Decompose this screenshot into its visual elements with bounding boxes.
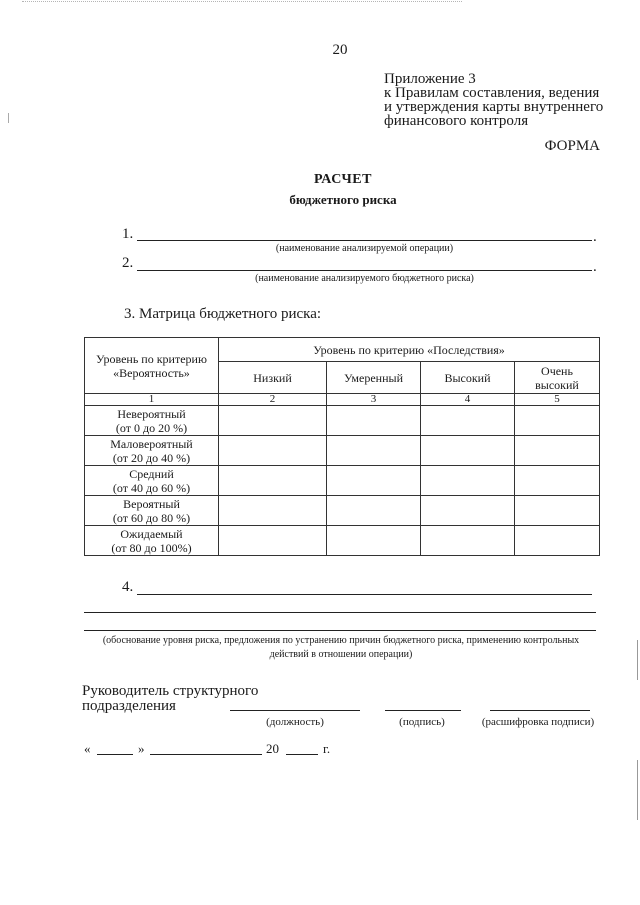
document-subtitle: бюджетного риска xyxy=(289,192,397,207)
likelihood-cell xyxy=(85,496,219,526)
date-day-line[interactable] xyxy=(97,754,133,755)
scan-edge-mark xyxy=(637,760,638,820)
matrix-cell[interactable] xyxy=(219,526,327,556)
risk-matrix-table xyxy=(84,337,600,556)
date-year-suffix: г. xyxy=(323,741,331,756)
date-close-quote: » xyxy=(138,741,145,756)
table-row xyxy=(85,406,600,436)
likelihood-name: Вероятный xyxy=(123,496,180,511)
scan-artifact-tick xyxy=(8,113,9,123)
matrix-cell[interactable] xyxy=(515,436,600,466)
item-1-fill-line[interactable] xyxy=(137,240,592,241)
scan-edge-mark xyxy=(637,640,638,680)
item-1-number: 1. xyxy=(122,226,134,242)
signature-caption: (подпись) xyxy=(399,716,445,728)
justification-line: действий в отношении операции) xyxy=(269,649,413,660)
item-1-caption: (наименование анализируемой операции) xyxy=(275,243,454,254)
date-year-line[interactable] xyxy=(286,754,318,755)
matrix-cell[interactable] xyxy=(421,436,515,466)
likelihood-cell xyxy=(85,526,219,556)
appendix-line: Приложение 3 xyxy=(384,71,476,87)
matrix-cell[interactable] xyxy=(327,466,421,496)
item-2-caption: (наименование анализируемого бюджетного риска) xyxy=(255,273,474,284)
matrix-cell[interactable] xyxy=(219,406,327,436)
signature-head-line: Руководитель структурного xyxy=(82,683,259,699)
matrix-cell[interactable] xyxy=(515,526,600,556)
col-group-header: Уровень по критерию «Последствия» xyxy=(219,338,600,362)
col-number: 3 xyxy=(327,394,421,406)
col-header-low: Низкий xyxy=(219,362,327,394)
date-month-line[interactable] xyxy=(150,754,262,755)
row-header-line: «Вероятность» xyxy=(113,365,190,380)
table-row xyxy=(85,496,600,526)
likelihood-cell xyxy=(85,466,219,496)
matrix-cell[interactable] xyxy=(327,406,421,436)
matrix-cell[interactable] xyxy=(421,466,515,496)
likelihood-name: Маловероятный xyxy=(110,436,193,451)
appendix-line: и утверждения карты внутреннего xyxy=(384,99,604,115)
item-1-period: . xyxy=(593,229,597,245)
matrix-cell[interactable] xyxy=(219,466,327,496)
signature-head-line: подразделения xyxy=(82,698,176,714)
matrix-cell[interactable] xyxy=(515,466,600,496)
likelihood-range: (от 20 до 40 %) xyxy=(112,450,191,465)
position-fill-line[interactable] xyxy=(230,710,360,711)
matrix-cell[interactable] xyxy=(421,406,515,436)
matrix-cell[interactable] xyxy=(219,496,327,526)
table-row xyxy=(85,526,600,556)
likelihood-name: Средний xyxy=(129,466,174,481)
col-number: 1 xyxy=(85,394,219,406)
form-label: ФОРМА xyxy=(544,138,600,154)
item-2-number: 2. xyxy=(122,255,134,271)
matrix-cell[interactable] xyxy=(219,436,327,466)
col-number: 2 xyxy=(219,394,327,406)
likelihood-cell xyxy=(85,436,219,466)
col-number: 5 xyxy=(515,394,600,406)
item-4-fill-line-2[interactable] xyxy=(84,612,596,613)
likelihood-range: (от 60 до 80 %) xyxy=(112,510,191,525)
appendix-line: финансового контроля xyxy=(384,113,529,129)
matrix-heading: 3. Матрица бюджетного риска: xyxy=(124,306,322,322)
matrix-cell[interactable] xyxy=(515,496,600,526)
item-2-period: . xyxy=(593,259,597,275)
document-title: РАСЧЕТ xyxy=(314,172,372,187)
table-row xyxy=(85,466,600,496)
likelihood-range: (от 0 до 20 %) xyxy=(115,420,188,435)
matrix-cell[interactable] xyxy=(327,526,421,556)
position-caption: (должность) xyxy=(266,716,324,728)
likelihood-range: (от 80 до 100%) xyxy=(111,540,192,555)
justification-line: (обоснование уровня риска, предложения по устранению причин бюджетного риска, применению контрольных xyxy=(102,635,580,646)
matrix-cell[interactable] xyxy=(515,406,600,436)
appendix-header xyxy=(384,72,603,128)
item-4-justification xyxy=(78,634,604,662)
matrix-cell[interactable] xyxy=(421,496,515,526)
matrix-cell[interactable] xyxy=(421,526,515,556)
page-number: 20 xyxy=(332,42,348,58)
signature-fill-line[interactable] xyxy=(385,710,461,711)
decoding-fill-line[interactable] xyxy=(490,710,590,711)
item-2-fill-line[interactable] xyxy=(137,270,592,271)
item-4-fill-line-3[interactable] xyxy=(84,630,596,631)
row-header-cell xyxy=(85,338,219,394)
scan-artifact-line xyxy=(22,1,462,2)
matrix-cell[interactable] xyxy=(327,496,421,526)
decoding-caption: (расшифровка подписи) xyxy=(481,716,595,728)
date-year-prefix: 20 xyxy=(266,741,279,756)
likelihood-range: (от 40 до 60 %) xyxy=(112,480,191,495)
likelihood-name: Ожидаемый xyxy=(120,526,183,541)
likelihood-name: Невероятный xyxy=(117,406,186,421)
table-row xyxy=(85,436,600,466)
col-header-very-high: Очень высокий xyxy=(515,362,600,394)
row-header-line: Уровень по критерию xyxy=(96,351,207,366)
col-header-high: Высокий xyxy=(421,362,515,394)
item-4-fill-line[interactable] xyxy=(137,594,592,595)
appendix-line: к Правилам составления, ведения xyxy=(384,85,600,101)
matrix-cell[interactable] xyxy=(327,436,421,466)
date-open-quote: « xyxy=(84,741,91,756)
col-header-moderate: Умеренный xyxy=(327,362,421,394)
item-4-number: 4. xyxy=(122,579,134,595)
likelihood-cell xyxy=(85,406,219,436)
col-number: 4 xyxy=(421,394,515,406)
